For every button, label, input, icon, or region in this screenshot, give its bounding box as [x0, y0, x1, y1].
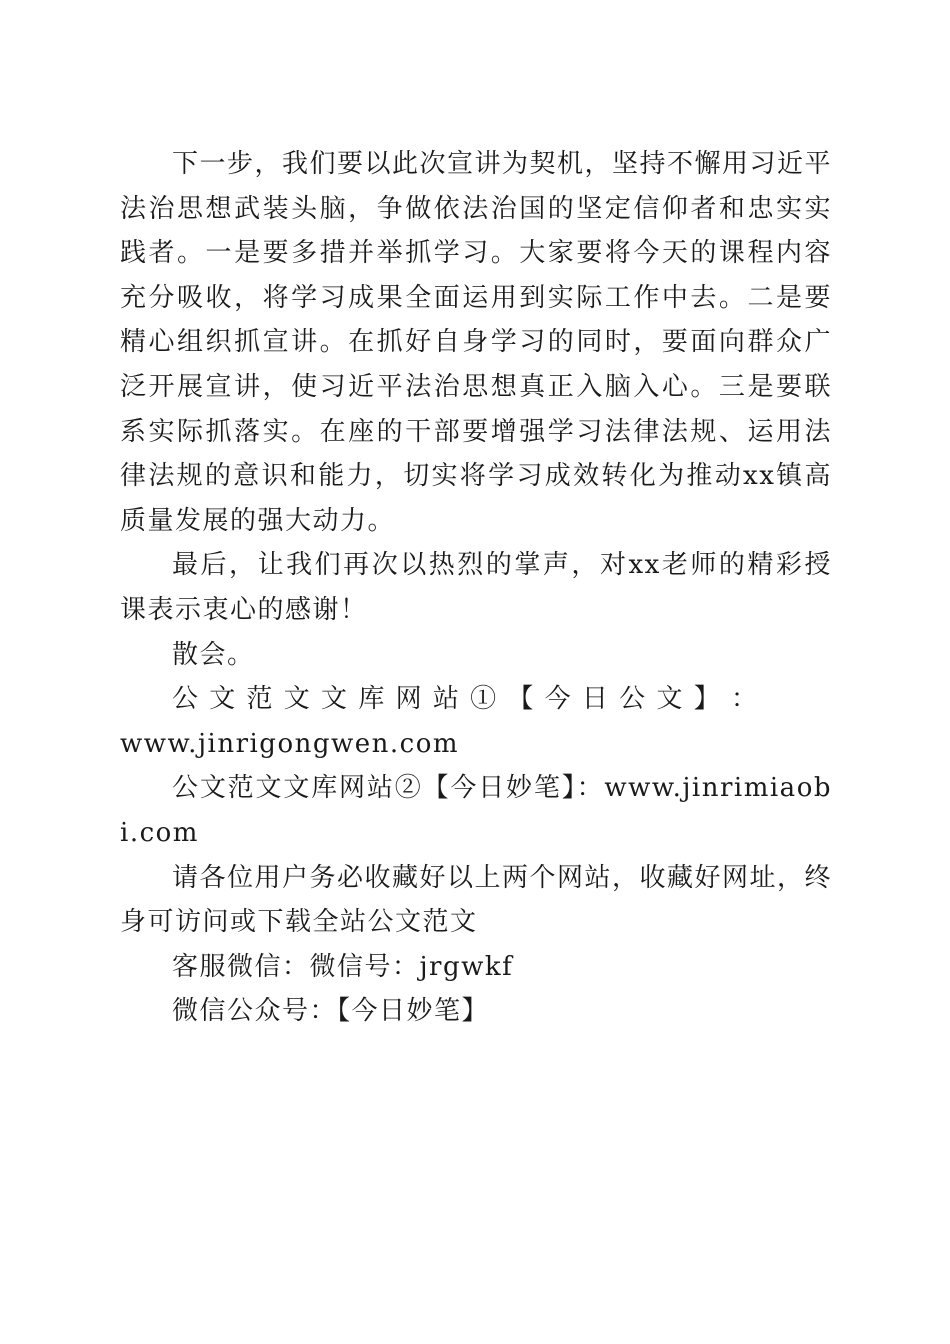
- site-2-line: 公文范文文库网站②【今日妙笔】：www.jinrimiaobi.com: [120, 773, 832, 848]
- paragraph-adjourn: 散会。: [172, 639, 255, 670]
- site-1-label: 公 文 范 文 文 库 网 站 ① 【 今 日 公 文 】 ：: [172, 684, 759, 715]
- wechat-service: 客服微信：微信号：jrgwkf: [172, 951, 514, 982]
- paragraph-thanks: 最后，让我们再次以热烈的掌声，对xx老师的精彩授课表示衷心的感谢！: [120, 550, 832, 625]
- wechat-public-account: 微信公众号：【今日妙笔】: [172, 996, 490, 1027]
- paragraph-next-steps: 下一步，我们要以此次宣讲为契机，坚持不懈用习近平法治思想武装头脑，争做依法治国的坚定信仰者和忠实实践者。一是要多措并举抓学习。大家要将今天的课程内容充分吸收，将学习成果全面运用到实际工作中去。二是要精心组织抓宣讲。在抓好自身学习的同时，要面向群众广泛开展宣讲，使习近平法治思想真正入脑入心。三是要联系实际抓落实。在座的干部要增强学习法律法规、运用法律法规的意识和能力，切实将学习成效转化为推动xx镇高质量发展的强大动力。: [120, 149, 833, 536]
- document-body: [120, 142, 832, 1034]
- site-1-url: www.jinrigongwen.com: [120, 728, 460, 759]
- site-1-line: [120, 677, 832, 766]
- bookmark-notice: 请各位用户务必收藏好以上两个网站，收藏好网址，终身可访问或下载全站公文范文: [120, 862, 833, 938]
